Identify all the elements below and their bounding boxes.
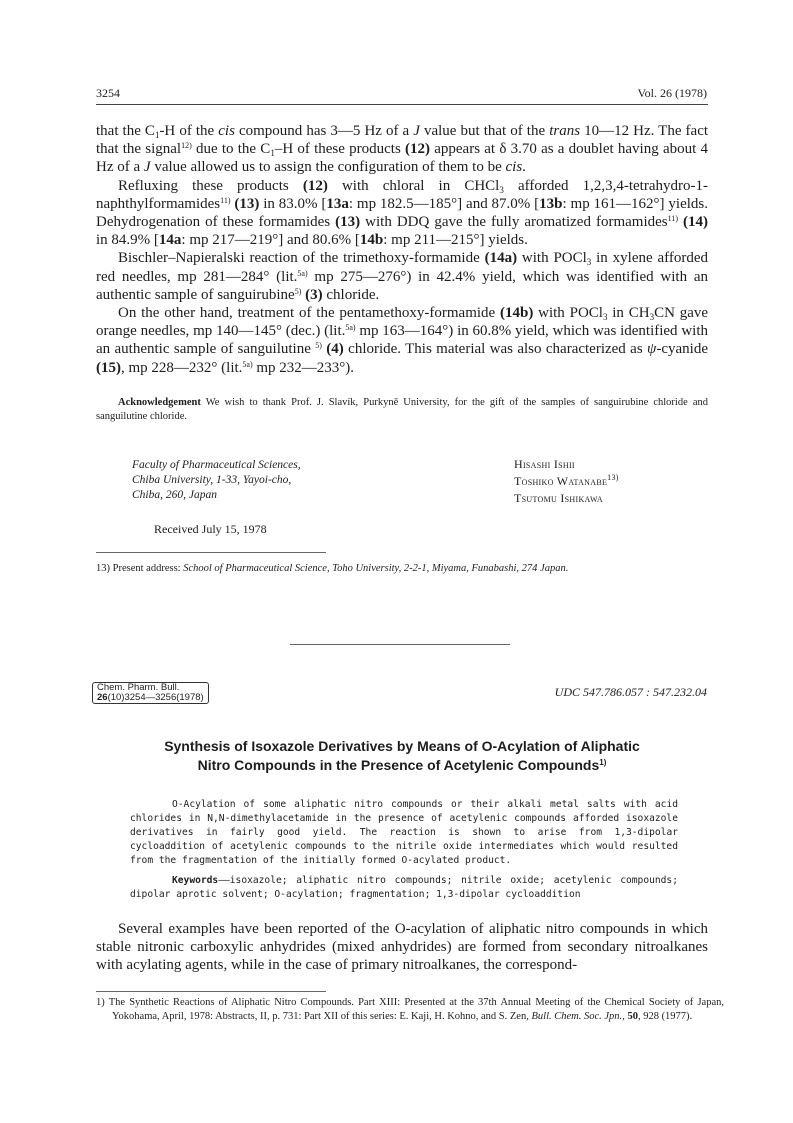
footnote-rule bbox=[96, 991, 326, 992]
received-date: Received July 15, 1978 bbox=[154, 522, 267, 536]
author: Toshiko Watanabe$^{13)}$ bbox=[514, 473, 619, 488]
footnote-rule bbox=[96, 552, 326, 553]
footnote-13: 13) Present address: School of Pharmaceutical Science, Toho University, 2-2-1, Miyama, Funabashi, 274 Japan. bbox=[96, 563, 569, 574]
page-number: 3254 bbox=[96, 86, 120, 100]
header-rule bbox=[96, 104, 708, 105]
udc-code: UDC 547.786.057 : 547.232.04 bbox=[554, 685, 707, 699]
volume-info: Vol. 26 (1978) bbox=[637, 86, 707, 100]
footnote-1: 1) The Synthetic Reactions of Aliphatic Nitro Compounds. Part XIII: Presented at the 37th Annual Meeting of the Chemical Society of Japan, Yokohama, April, 1978: Abstracts, II, p. 731: Part XII of this series: E. Kaji, H. Kohno, and S. Zen, Bull. Chem. Soc. Jpn., 50, 928 (1977). bbox=[96, 997, 724, 1022]
paragraph-2: Refluxing these products (12) with chloral in CHCl$_3$ afforded 1,2,3,4-tetrahydro-1-naphthylformamides$^{11)}$ (13) in 83.0% [13a: mp 182.5—185°] and 87.0% [13b: mp 161—162°] yields. Dehydrogenation of these formamides (13) with DDQ gave the fully aromatized formamides$^{11)}$ (14) in 84.9% [14a: mp 217—219°] and 80.6% [14b: mp 211—215°] yields. bbox=[96, 177, 708, 249]
article-separator bbox=[290, 644, 510, 645]
acknowledgement: Acknowledgement We wish to thank Prof. J. Slavík, Purkyně University, for the gift of the samples of sanguirubine chloride and sanguilutine chloride. bbox=[96, 397, 708, 422]
affiliation: Faculty of Pharmaceutical Sciences, Chiba University, 1-33, Yayoi-cho, Chiba, 260, Japan bbox=[132, 459, 301, 501]
journal-citation: Chem. Pharm. Bull. 26(10)3254—3256(1978) bbox=[92, 682, 209, 704]
acknowledgement-heading: Acknowledgement bbox=[118, 397, 201, 408]
keywords: Keywords——isoxazole; aliphatic nitro compounds; nitrile oxide; acetylenic compounds; dipolar aprotic solvent; O-acylation; fragmentation; 1,3-dipolar cycloaddition bbox=[130, 875, 678, 900]
body-text-top bbox=[96, 122, 708, 377]
author: Hisashi Ishii bbox=[514, 457, 575, 471]
paragraph-3: Bischler–Napieralski reaction of the trimethoxy-formamide (14a) with POCl$_3$ in xylene afforded red needles, mp 281—284° (lit.$^{5a)}$ mp 275—276°) in 42.4% yield, which was identified with an authentic sample of sanguirubine$^{5)}$ (3) chloride. bbox=[96, 250, 709, 303]
abstract: O-Acylation of some aliphatic nitro compounds or their alkali metal salts with acid chlorides in N,N-dimethylacetamide in the presence of acetylenic compounds afforded isoxazole derivatives in fairly good yield. The reaction is shown to arise from 1,3-dipolar cycloaddition of acetylenic compounds to the nitrile oxide intermediates which would resulted from the fragmentation of the initially formed O-acylated product. Keywords——isoxazole; aliphatic nitro compounds; nitrile oxide; acetylenic compounds; dipolar aprotic solvent; O-acylation; fragmentation; 1,3-dipolar cycloaddition bbox=[130, 799, 678, 900]
intro-paragraph: Several examples have been reported of the O-acylation of aliphatic nitro compounds in which stable nitronic carboxylic anhydrides (mixed anhydrides) are formed from secondary nitroalkanes with acylating agents, while in the case of primary nitroalkanes, the correspond- bbox=[96, 921, 708, 974]
article-title: Synthesis of Isoxazole Derivatives by Means of O-Acylation of Aliphatic Nitro Compounds in the Presence of Acetylenic Compounds$^{1)}$ bbox=[164, 738, 640, 773]
paragraph-1: that the $C_1-H$ of the cis compound has 3—5 Hz of a J value but that of the trans 10—12 Hz. The fact that the signal$^{12)}$ due to the $C_1-H$ of these products (12) appears at δ 3.70 as a doublet having about 4 Hz of a J value allowed us to assign the configuration of them to be cis. bbox=[96, 123, 709, 176]
author: Tsutomu Ishikawa bbox=[514, 491, 604, 505]
author-list bbox=[514, 456, 619, 507]
paragraph-4: On the other hand, treatment of the pentamethoxy-formamide (14b) with POCl$_3$ in $CH_3CN$ gave orange needles, mp 140—145° (dec.) (lit.$^{5a)}$ mp 163—164°) in 60.8% yield, which was identified with an authentic sample of sanguilutine $^{5)}$ (4) chloride. This material was also characterized as ψ-cyanide (15), mp 228—232° (lit.$^{5a)}$ mp 232—233°). bbox=[96, 305, 709, 376]
